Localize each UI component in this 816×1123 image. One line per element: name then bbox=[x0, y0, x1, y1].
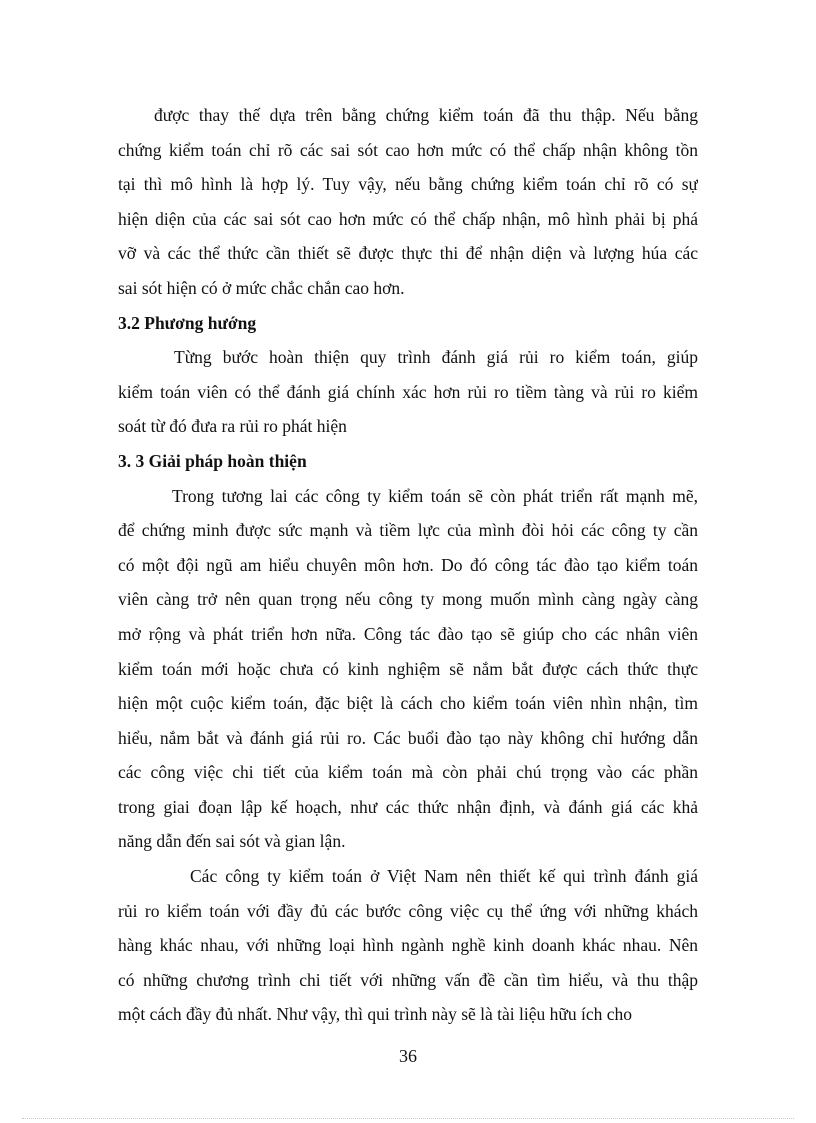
section-heading-direction: 3.2 Phương hướng bbox=[118, 312, 257, 333]
text-line: chứng kiểm toán chỉ rõ các sai sót cao hơn mức có thể chấp nhận không tồn bbox=[118, 139, 698, 160]
text-line: có những chương trình chi tiết với những vấn đề cần tìm hiểu, và thu thập bbox=[118, 969, 698, 990]
text-line: hiện diện của các sai sót cao hơn mức có thể chấp nhận, mô hình phải bị phá bbox=[118, 208, 698, 229]
text-line: Trong tương lai các công ty kiểm toán sẽ còn phát triển rất mạnh mẽ, bbox=[172, 485, 698, 506]
text-line: mở rộng và phát triển hơn nữa. Công tác đào tạo sẽ giúp cho các nhân viên bbox=[118, 623, 698, 644]
paragraph-model-evaluation bbox=[118, 98, 698, 306]
text-line: trong giai đoạn lập kế hoạch, như các thức nhận định, và đánh giá các khả bbox=[118, 796, 698, 817]
section-heading-solutions: 3. 3 Giải pháp hoàn thiện bbox=[118, 450, 307, 471]
text-line: sai sót hiện có ở mức chắc chắn cao hơn. bbox=[118, 277, 405, 298]
paragraph-training bbox=[118, 479, 698, 860]
text-line: có một đội ngũ am hiểu chuyên môn hơn. Do đó công tác đào tạo kiểm toán bbox=[118, 554, 698, 575]
text-line: Từng bước hoàn thiện quy trình đánh giá rủi ro kiểm toán, giúp bbox=[174, 347, 698, 368]
text-line: kiểm toán viên có thể đánh giá chính xác hơn rủi ro tiềm tàng và rủi ro kiểm bbox=[118, 381, 698, 402]
text-line: rủi ro kiểm toán với đầy đủ các bước công việc cụ thể ứng với những khách bbox=[118, 900, 698, 921]
text-line: vỡ và các thể thức cần thiết sẽ được thực thi để nhận diện và lượng húa các bbox=[118, 243, 698, 264]
text-line: một cách đầy đủ nhất. Như vậy, thì qui trình này sẽ là tài liệu hữu ích cho bbox=[118, 1004, 633, 1025]
document-body bbox=[118, 98, 698, 1032]
text-line: kiểm toán mới hoặc chưa có kinh nghiệm sẽ nắm bắt được cách thức thực bbox=[118, 658, 698, 679]
text-line: năng dẫn đến sai sót và gian lận. bbox=[118, 831, 346, 852]
text-line: hiện một cuộc kiểm toán, đặc biệt là cách cho kiểm toán viên nhìn nhận, tìm bbox=[118, 693, 698, 714]
page-number: 36 bbox=[399, 1046, 417, 1066]
text-line: hàng khác nhau, với những loại hình ngành nghề kinh doanh khác nhau. Nên bbox=[118, 935, 698, 956]
text-line: để chứng minh được sức mạnh và tiềm lực của mình đòi hỏi các công ty cần bbox=[118, 520, 698, 541]
text-line: tại thì mô hình là hợp lý. Tuy vậy, nếu bằng chứng kiểm toán chỉ rõ có sự bbox=[118, 174, 698, 195]
text-line: Các công ty kiểm toán ở Việt Nam nên thiết kế qui trình đánh giá bbox=[190, 866, 698, 887]
text-line: viên càng trở nên quan trọng nếu công ty mong muốn mình càng ngày càng bbox=[118, 589, 698, 610]
text-line: các công việc chi tiết của kiểm toán mà còn phải chú trọng vào các phần bbox=[118, 762, 698, 783]
text-line: được thay thế dựa trên bằng chứng kiểm toán đã thu thập. Nếu bằng bbox=[154, 105, 698, 125]
paragraph-direction bbox=[118, 340, 698, 444]
paragraph-process-design bbox=[118, 859, 698, 1032]
text-line: hiểu, nắm bắt và đánh giá rủi ro. Các buổi đào tạo này không chỉ hướng dẫn bbox=[118, 727, 698, 748]
text-line: soát từ đó đưa ra rủi ro phát hiện bbox=[118, 416, 347, 437]
page-bottom-divider bbox=[22, 1118, 794, 1119]
